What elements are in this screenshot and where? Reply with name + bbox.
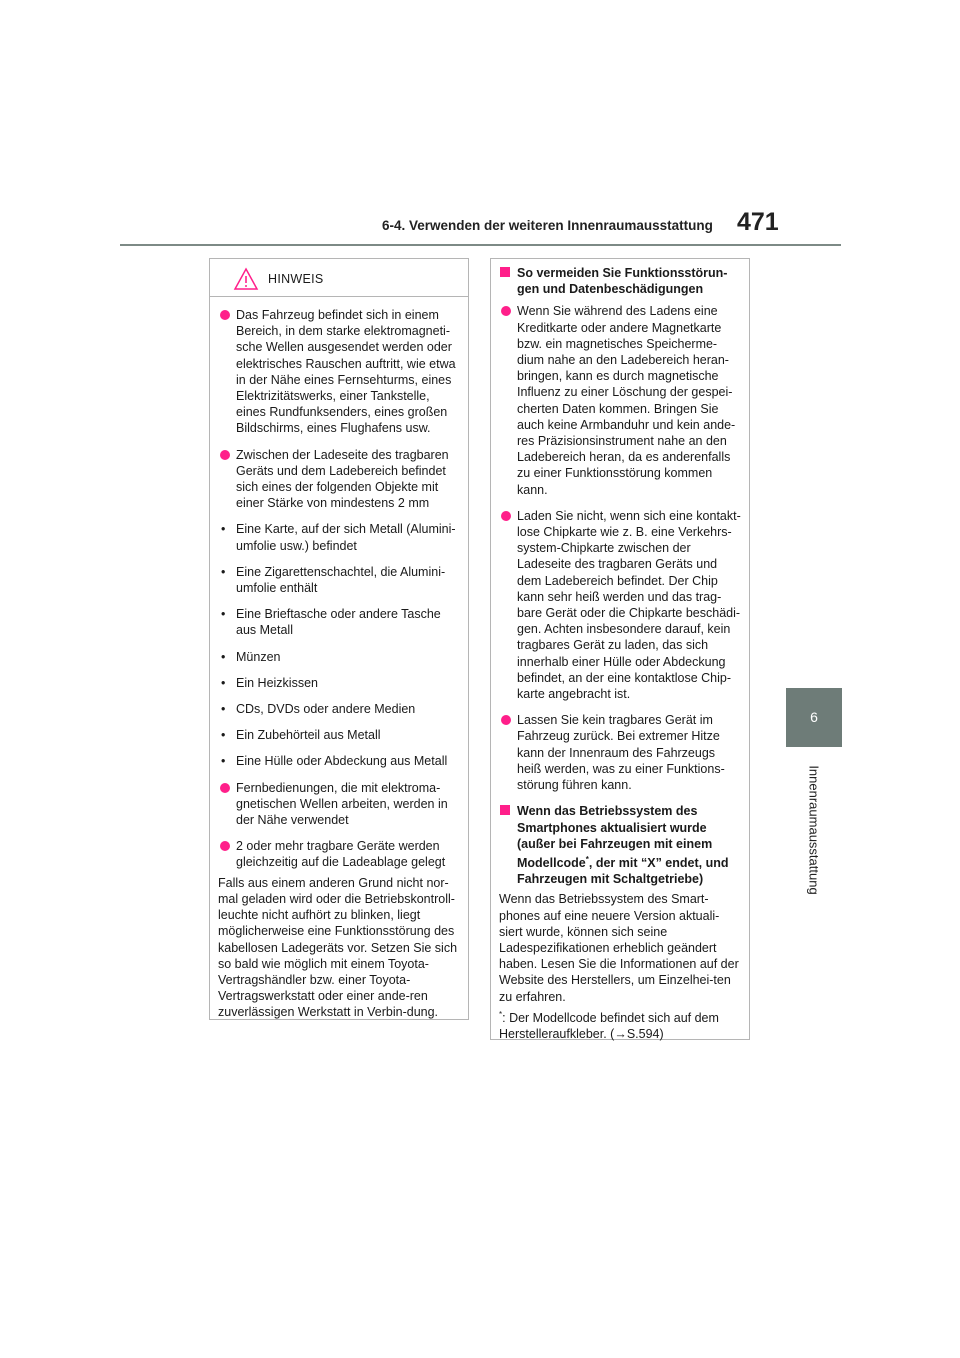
sub-list-item: • Eine Brieftasche oder andere Tasche aus Metall — [221, 607, 441, 638]
page-number: 471 — [737, 208, 779, 236]
info-box — [490, 258, 750, 1040]
bullet-dot-icon — [220, 310, 230, 320]
dash-bullet: • — [221, 649, 226, 664]
bullet-dot-icon — [501, 715, 511, 725]
bullet-dot-icon — [220, 783, 230, 793]
chapter-label: Innenraumausstattung — [806, 765, 822, 895]
dash-bullet: • — [221, 728, 226, 743]
section-title: 6-4. Verwenden der weiteren Innenraumausstattung — [382, 218, 713, 233]
sub-list-item: • Eine Hülle oder Abdeckung aus Metall — [221, 754, 448, 769]
notice-divider — [210, 296, 468, 297]
dash-bullet: • — [221, 675, 226, 690]
notice-title: HINWEIS — [268, 272, 324, 286]
list-item: Wenn Sie während des Ladens eine Kreditkarte oder andere Magnetkarte bzw. ein magnetisches Speicherme-dium nahe an den Ladebereich heran-bringen, kann es durch magnetische Influenz zu einer Löschung der gespei-cherten Daten kommen. Bringen Sie auch keine Armbanduhr und kein ande-res Präzisionsinstrument nahe an den Ladebereich heran, da es anderenfalls zu einer Funktionsstörung kommen kann. — [499, 303, 741, 497]
dash-bullet: • — [221, 607, 226, 622]
chapter-tab: 6 — [786, 688, 842, 747]
closing-paragraph: Falls aus einem anderen Grund nicht nor-mal geladen wird oder die Betriebskontroll-leuchte nicht aufhört zu blinken, liegt möglicherweise eine Funktionsstörung des kabellosen Ladegeräts vor. Setzen Sie sich so bald wie möglich mit einem Toyota-Vertragshändler bzw. einer Toyota-Vertragswerkstatt oder einer ande-ren zuverlässigen Werkstatt in Verbin-dung. — [218, 875, 458, 1020]
dash-bullet: • — [221, 702, 226, 717]
dash-bullet: • — [221, 522, 226, 537]
list-item: Laden Sie nicht, wenn sich eine kontakt-lose Chipkarte wie z. B. eine Verkehrs-system-Chipkarte zwischen der Ladeseite des tragbaren Geräts und dem Ladebereich befindet. Der Chip kann sehr heiß werden und das trag-bare Gerät oder die Chipkarte beschädi-gen. Achten insbesondere darauf, kein tragbares Gerät zu laden, das sich innerhalb einer Hülle oder Abdeckung befindet, an der eine kontaktlose Chip-karte angebracht ist. — [499, 508, 741, 702]
sub-list-item: • Münzen — [221, 649, 281, 664]
list-item: Lassen Sie kein tragbares Gerät im Fahrzeug zurück. Bei extremer Hitze kann der Innenraum des Fahrzeugs heiß werden, was zu einer Funktions-störung führen kann. — [499, 712, 741, 793]
bullet-dot-icon — [501, 306, 511, 316]
section-heading: Wenn das Betriebssystem des Smartphones aktualisiert wurde (außer bei Fahrzeugen mit einem Modellcode*, der mit “X” endet, und Fahrzeugen mit Schaltgetriebe) — [499, 803, 741, 887]
sub-list-item: • Ein Zubehörteil aus Metall — [221, 728, 381, 743]
sub-list-item: • Eine Zigarettenschachtel, die Alumini-umfolie enthält — [221, 564, 446, 596]
notice-header — [218, 267, 460, 293]
list-item: Das Fahrzeug befindet sich in einem Bereich, in dem starke elektromagneti-sche Wellen ausgesendet werden oder elektrisches Rauschen auftritt, wie etwa in der Nähe eines Fernsehturms, eines Elektrizitätswerks, einer Tankstelle, eines Rundfunksenders, eines großen Bildschirms, eines Flughafens usw. — [218, 307, 460, 437]
bullet-dot-icon — [220, 841, 230, 851]
footnote: *: Der Modellcode befindet sich auf dem Herstelleraufkleber. (→S.594) — [499, 1009, 719, 1042]
sub-list-item: • Ein Heizkissen — [221, 675, 318, 690]
list-item: 2 oder mehr tragbare Geräte werden gleichzeitig auf die Ladeablage gelegt — [218, 838, 460, 870]
warning-icon — [233, 267, 259, 291]
square-bullet-icon — [500, 805, 510, 815]
dash-bullet: • — [221, 564, 226, 579]
square-bullet-icon — [500, 267, 510, 277]
list-item: Zwischen der Ladeseite des tragbaren Geräts und dem Ladebereich befindet sich eines der folgenden Objekte mit einer Stärke von mindestens 2 mm — [218, 447, 460, 512]
list-item: Fernbedienungen, die mit elektroma-gnetischen Wellen arbeiten, werden in der Nähe verwendet — [218, 780, 460, 829]
section-heading: So vermeiden Sie Funktionsstörun-gen und Datenbeschädigungen — [499, 265, 741, 297]
header-divider — [120, 244, 841, 246]
sub-list-item: • Eine Karte, auf der sich Metall (Alumini-umfolie usw.) befindet — [221, 522, 456, 553]
dash-bullet: • — [221, 754, 226, 769]
bullet-dot-icon — [501, 511, 511, 521]
sub-list-item: • CDs, DVDs oder andere Medien — [221, 702, 416, 717]
bullet-dot-icon — [220, 450, 230, 460]
body-paragraph: Wenn das Betriebssystem des Smart-phones auf eine neuere Version aktuali-siert wurde, können sich seine Ladespezifikationen erheblich geändert haben. Lesen Sie die Informationen auf der Website des Herstellers, um Einzelhei-ten zu erfahren. — [499, 892, 739, 1004]
notice-box — [209, 258, 469, 1020]
